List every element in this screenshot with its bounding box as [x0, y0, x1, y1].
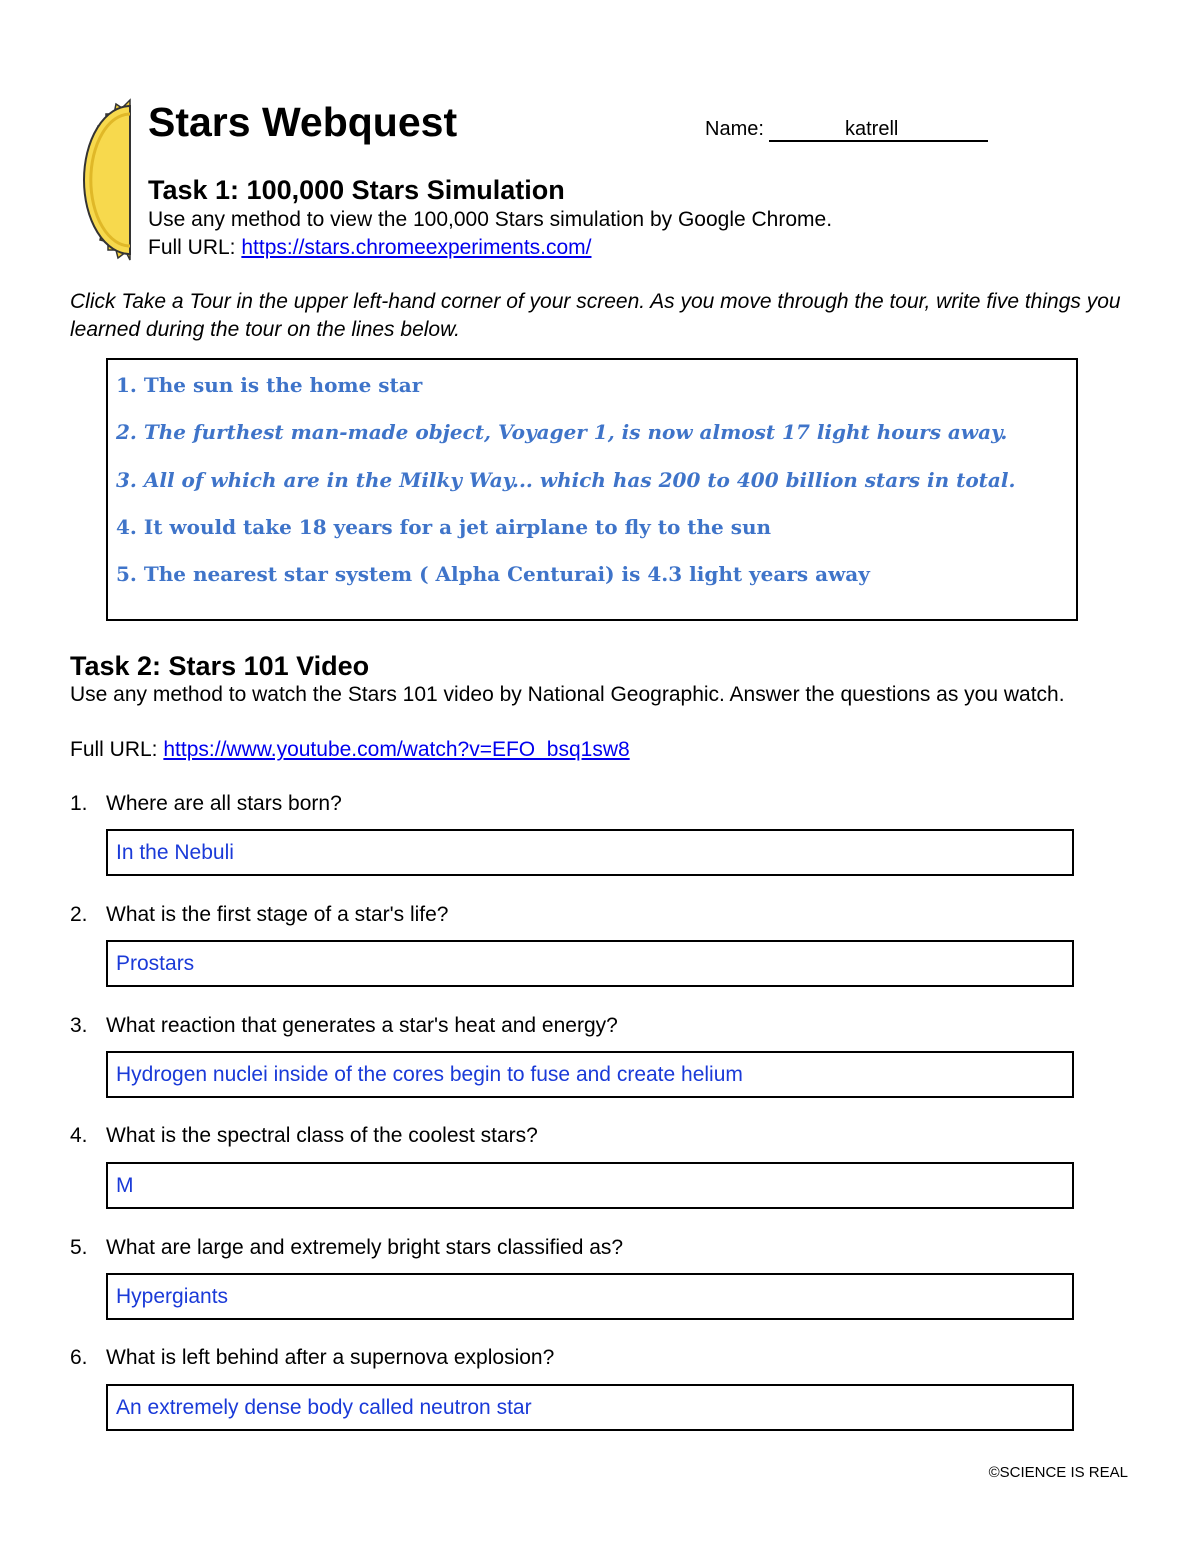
question-text: What is the first stage of a star's life?: [106, 903, 449, 926]
question: [70, 1122, 538, 1150]
task1-url-line: [148, 234, 592, 262]
tour-item: 5. The nearest star system ( Alpha Centurai) is 4.3 light years away: [116, 562, 870, 586]
answer-box[interactable]: [106, 1162, 1074, 1209]
question-text: What reaction that generates a star's heat and energy?: [106, 1014, 618, 1037]
tour-item: 2. The furthest man-made object, Voyager 1, is now almost 17 light hours away.: [116, 420, 1008, 444]
tour-item: 4. It would take 18 years for a jet airplane to fly to the sun: [116, 515, 772, 539]
answer-text: M: [116, 1174, 134, 1197]
question-number: 5.: [70, 1236, 88, 1259]
question-number: 2.: [70, 903, 88, 926]
answer-box[interactable]: [106, 940, 1074, 987]
answer-box[interactable]: [106, 1273, 1074, 1320]
question-number: 6.: [70, 1346, 88, 1369]
task2-url-link[interactable]: https://www.youtube.com/watch?v=EFO_bsq1sw8: [163, 738, 630, 761]
question: [70, 901, 448, 929]
answer-text: Hydrogen nuclei inside of the cores begin to fuse and create helium: [116, 1063, 743, 1086]
task1-description: Use any method to view the 100,000 Stars simulation by Google Chrome.: [148, 208, 833, 231]
question: [70, 790, 342, 818]
question-number: 4.: [70, 1124, 88, 1147]
question-text: What is the spectral class of the coolest stars?: [106, 1124, 538, 1147]
answer-box[interactable]: [106, 829, 1074, 876]
task2-url-line: [70, 736, 630, 764]
question: [70, 1234, 623, 1262]
answer-box[interactable]: [106, 1384, 1074, 1431]
answer-text: In the Nebuli: [116, 841, 234, 864]
name-label: Name:: [705, 118, 764, 140]
question: [70, 1344, 554, 1372]
page-title: Stars Webquest: [148, 99, 458, 145]
task1-url-link[interactable]: https://stars.chromeexperiments.com/: [241, 236, 592, 259]
question-text: Where are all stars born?: [106, 792, 342, 815]
tour-item: 3. All of which are in the Milky Way... which has 200 to 400 billion stars in total.: [116, 468, 1016, 492]
question-text: What is left behind after a supernova explosion?: [106, 1346, 555, 1369]
question-text: What are large and extremely bright stars classified as?: [106, 1236, 624, 1259]
task2-description: Use any method to watch the Stars 101 video by National Geographic. Answer the questions as you watch.: [70, 683, 1065, 706]
question: [70, 1012, 618, 1040]
task1-instructions: Click Take a Tour in the upper left-hand corner of your screen. As you move through the tour, write five things you learned during the tour on the lines below.: [70, 290, 1121, 341]
sun-half-icon: [60, 92, 140, 262]
question-number: 3.: [70, 1014, 88, 1037]
tour-item: 1. The sun is the home star: [116, 373, 423, 397]
task2-title: Task 2: Stars 101 Video: [70, 651, 370, 681]
question-number: 1.: [70, 792, 88, 815]
task2-url-label: Full URL:: [70, 738, 158, 761]
task1-title: Task 1: 100,000 Stars Simulation: [148, 175, 565, 205]
task1-url-label: Full URL:: [148, 236, 236, 259]
answer-box[interactable]: [106, 1051, 1074, 1098]
answer-text: An extremely dense body called neutron star: [116, 1396, 532, 1419]
name-field[interactable]: katrell: [845, 118, 899, 140]
answer-text: Hypergiants: [116, 1285, 229, 1308]
copyright-footer: ©SCIENCE IS REAL: [988, 1464, 1128, 1481]
answer-text: Prostars: [116, 952, 195, 975]
